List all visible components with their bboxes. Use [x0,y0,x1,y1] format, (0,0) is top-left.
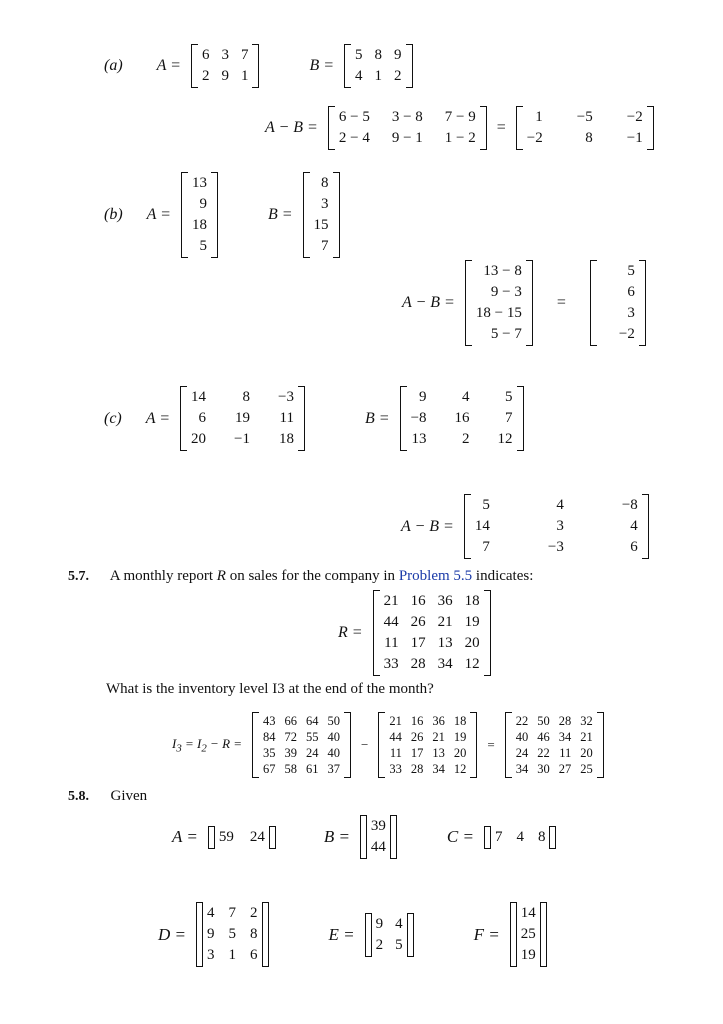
matrix-grid [380,590,484,676]
matrix-cell: 6 [627,284,635,300]
matrix-cell: 5 [627,263,635,279]
matrix-cell: 25 [580,762,593,776]
bracket-right [333,172,340,258]
matrix-given-B [360,815,397,859]
matrix-cell: 7 [321,238,329,254]
matrix-cell: 37 [327,762,341,776]
part-c-difference [401,494,649,559]
matrix-cell: 21 [432,730,445,744]
matrix-given-C [484,826,557,849]
matrix-cell: −2 [626,109,643,125]
statement-var-R: R [216,568,226,584]
part-a-difference [265,106,654,150]
matrix-a-expr [328,106,487,150]
matrix-cell: 6 [198,410,207,426]
inventory-question: What is the inventory level I3 at the end of the month? [106,681,434,697]
matrix-grid [512,712,597,778]
minus-sign: − [361,737,369,752]
matrix-grid [517,902,540,967]
matrix-cell: 19 [453,730,467,744]
matrix-cell: 4 [462,389,470,405]
matrix-a-A [191,44,260,88]
matrix-c-B [400,386,524,451]
matrix-cell: 14 [474,518,490,534]
matrix-cell: 20 [453,746,467,760]
matrix-grid [198,44,253,88]
matrix-cell: 13 − 8 [483,263,522,279]
bracket-left [196,902,203,967]
matrix-grid [259,712,344,778]
bracket-right [298,386,305,451]
matrix-cell: 8 [585,130,593,146]
matrix-grid [203,902,262,967]
matrix-given-A [208,826,276,849]
problem-5-8-statement [68,788,147,805]
expr-a-minus-b: A − B = [401,517,454,535]
matrix-cell: 9 [221,68,229,84]
matrix-cell: 13 [191,175,207,191]
matrix-cell: 4 [556,497,564,513]
matrix-b-result [590,260,646,346]
matrix-cell: 61 [306,762,319,776]
matrix-b-B [303,172,340,258]
problem-5-7-statement [68,568,533,585]
bracket-left [328,106,335,150]
matrix-cell: 9 − 1 [391,130,423,146]
matrix-cell: 67 [263,762,276,776]
equals-sign: = [496,119,506,136]
part-b-definitions [104,172,340,258]
equals-sign: = [556,294,566,311]
matrix-given-F [510,902,547,967]
matrix-cell: 20 [191,431,207,447]
matrix-given-E [365,913,414,957]
matrix-cell: 28 [558,714,572,728]
matrix-cell: 6 [630,539,638,555]
part-a-definitions [104,44,413,88]
matrix-cell: 34 [558,730,572,744]
bracket-left [590,260,597,346]
matrix-cell: 2 [201,68,210,84]
matrix-cell: 8 [374,47,383,63]
matrix-cell: 4 [516,828,524,845]
bracket-left [181,172,188,258]
var-D: D = [158,924,186,944]
bracket-right [406,44,413,88]
matrix-cell: 7 [228,905,236,921]
matrix-cell: 7 [240,47,249,63]
expr-a-minus-b: A − B = [265,119,318,136]
var-B: B = [267,206,293,223]
matrix-cell: 1 [228,947,236,963]
matrix-cell: 46 [537,730,550,744]
matrix-cell: 9 [207,926,215,942]
matrix-cell: 5 [228,926,236,942]
matrix-cell: 39 [370,818,386,834]
matrix-cell: 22 [537,746,550,760]
var-E: E = [328,924,355,944]
problem-number: 5.8. [68,789,89,804]
matrix-cell: 72 [284,730,298,744]
matrix-cell: 9 [375,915,384,932]
matrix-cell: 8 [242,389,251,405]
matrix-cell: 59 [218,828,234,845]
matrix-cell: 44 [389,730,402,744]
matrix-cell: 3 [556,518,564,534]
matrix-cell: 5 [482,497,490,513]
bracket-right [517,386,524,451]
matrix-grid [372,913,407,957]
matrix-cell: 40 [327,730,341,744]
statement-text-3: indicates: [472,568,534,584]
var-R: R = [338,624,363,641]
matrix-cell: 4 [207,905,215,921]
matrix-cell: 2 − 4 [338,130,370,146]
matrix-cell: 6 [201,47,210,63]
matrix-cell: 17 [410,635,426,651]
matrix-cell: −1 [234,431,251,447]
matrix-cell: −3 [278,389,294,405]
bracket-left [505,712,512,778]
matrix-cell: 11 [559,746,572,760]
matrix-cell: 8 [250,926,258,942]
matrix-cell: 4 [355,68,363,84]
bracket-right [597,712,604,778]
matrix-cell: 35 [263,746,276,760]
matrix-cell: 1 − 2 [444,130,476,146]
var-F: F = [473,924,500,944]
matrix-R [373,590,491,676]
part-a-label: (a) [104,57,123,74]
matrix-cell: 64 [306,714,319,728]
matrix-I2 [252,712,351,778]
bracket-left [510,902,517,967]
bracket-right [262,902,269,967]
inventory-computation [172,712,604,778]
matrix-cell: 27 [558,762,572,776]
part-b-label: (b) [104,206,123,223]
matrix-cell: 2 [375,936,384,953]
part-c-label: (c) [104,409,122,427]
var-A: A = [156,57,181,74]
matrix-cell: 5 [355,47,363,63]
bracket-right [470,712,477,778]
matrix-cell: 32 [580,714,593,728]
matrix-cell: 16 [410,714,424,728]
bracket-left [208,826,215,849]
problem-number: 5.7. [68,569,89,584]
bracket-left [360,815,367,859]
matrix-grid [310,172,333,258]
matrix-cell: 26 [410,614,426,630]
matrix-grid [351,44,406,88]
matrix-a-B [344,44,413,88]
matrix-cell: 5 [505,389,513,405]
problem-5-5-link[interactable]: Problem 5.5 [398,568,473,584]
bracket-left [400,386,407,451]
matrix-cell: 7 [505,410,513,426]
matrix-cell: 18 [278,431,294,447]
matrix-cell: 15 [313,217,329,233]
matrix-cell: 1 [240,68,249,84]
bracket-right [549,826,556,849]
bracket-right [526,260,533,346]
matrix-grid [187,386,298,451]
equals-sign: = [487,737,495,752]
var-A: A = [172,827,198,846]
matrix-cell: −8 [621,497,638,513]
bracket-right [480,106,487,150]
matrix-cell: 24 [515,746,529,760]
matrix-cell: 34 [432,762,445,776]
matrix-cell: 6 − 5 [338,109,370,125]
bracket-left [303,172,310,258]
matrix-cell: 14 [191,389,207,405]
bracket-left [191,44,198,88]
bracket-left [373,590,380,676]
var-B: B = [323,827,350,846]
matrix-given-D [196,902,269,967]
matrix-c-result [464,494,649,559]
matrix-grid [407,386,517,451]
matrix-grid [491,826,550,849]
matrix-cell: 36 [437,593,453,609]
matrix-a-result [516,106,654,150]
matrix-cell: 2 [250,905,258,921]
matrix-cell: 21 [580,730,593,744]
matrix-cell: 2 [462,431,470,447]
matrix-R-repeat [378,712,477,778]
matrix-cell: 13 [432,746,445,760]
matrix-cell: 1 [535,109,543,125]
matrix-cell: 7 [482,539,490,555]
matrix-cell: 3 [207,947,215,963]
matrix-cell: 24 [249,828,265,845]
expr-I3: $I_3 = I_2 - R$ = [172,735,243,755]
bracket-left [365,913,372,957]
given-ABC [172,815,556,859]
bracket-right [269,826,276,849]
matrix-grid [471,494,642,559]
matrix-cell: 3 [321,196,329,212]
statement-text-1: A monthly report [109,568,217,584]
matrix-cell: −2 [618,326,635,342]
matrix-cell: 5 − 7 [490,326,522,342]
var-A: A = [146,206,171,223]
matrix-cell: 22 [515,714,529,728]
bracket-right [639,260,646,346]
matrix-c-A [180,386,305,451]
matrix-cell: 34 [437,656,453,672]
matrix-cell: 9 [394,47,402,63]
matrix-cell: 14 [520,905,536,921]
matrix-cell: 13 [411,431,427,447]
matrix-cell: 40 [515,730,529,744]
given-text: Given [110,788,148,804]
bracket-right [344,712,351,778]
matrix-cell: 21 [389,714,402,728]
bracket-left [378,712,385,778]
matrix-cell: 25 [520,926,536,942]
matrix-grid [215,826,269,849]
expr-a-minus-b: A − B = [402,294,455,311]
bracket-left [464,494,471,559]
matrix-cell: 33 [383,656,399,672]
given-DEF [158,902,547,967]
matrix-cell: 44 [383,614,399,630]
matrix-cell: 33 [389,762,402,776]
matrix-cell: 18 [453,714,467,728]
matrix-cell: −1 [626,130,643,146]
matrix-cell: 11 [279,410,294,426]
matrix-cell: 3 − 8 [391,109,423,125]
matrix-grid [597,260,639,346]
matrix-cell: 28 [410,656,426,672]
var-C: C = [446,827,474,846]
matrix-grid [523,106,647,150]
bracket-right [484,590,491,676]
matrix-grid [335,106,480,150]
var-B: B = [309,57,335,74]
matrix-cell: 19 [464,614,480,630]
matrix-cell: 12 [453,762,467,776]
matrix-cell: 21 [437,614,453,630]
matrix-cell: 12 [464,656,480,672]
bracket-left [344,44,351,88]
matrix-cell: 7 [494,828,503,845]
matrix-cell: 34 [515,762,529,776]
matrix-cell: −3 [547,539,564,555]
matrix-grid [385,712,470,778]
matrix-cell: 18 [464,593,480,609]
bracket-right [252,44,259,88]
bracket-left [484,826,491,849]
matrix-cell: 55 [306,730,319,744]
matrix-cell: 40 [327,746,341,760]
bracket-right [390,815,397,859]
bracket-right [647,106,654,150]
matrix-b-A [181,172,218,258]
matrix-cell: 9 [199,196,207,212]
matrix-cell: 30 [537,762,550,776]
matrix-cell: 7 − 9 [444,109,476,125]
matrix-cell: 50 [327,714,341,728]
matrix-cell: 18 [191,217,207,233]
matrix-cell: 36 [432,714,445,728]
matrix-cell: 6 [250,947,258,963]
matrix-cell: 3 [221,47,229,63]
matrix-cell: 9 [419,389,427,405]
matrix-cell: 66 [284,714,298,728]
part-b-difference [402,260,646,346]
matrix-cell: 5 [199,238,207,254]
matrix-cell: 26 [410,730,424,744]
bracket-right [211,172,218,258]
matrix-cell: 19 [235,410,251,426]
var-A: A = [145,409,171,427]
matrix-cell: 50 [537,714,550,728]
matrix-cell: −8 [410,410,427,426]
matrix-cell: 2 [394,68,402,84]
var-B: B = [364,409,390,427]
matrix-cell: 8 [321,175,329,191]
bracket-left [180,386,187,451]
bracket-left [465,260,472,346]
matrix-cell: 58 [284,762,298,776]
statement-text-2: on sales for the company in [225,568,399,584]
matrix-cell: 11 [384,635,399,651]
matrix-cell: 20 [580,746,593,760]
matrix-cell: 17 [410,746,424,760]
report-R-definition [338,590,491,676]
matrix-cell: 9 − 3 [490,284,522,300]
matrix-cell: 28 [410,762,424,776]
bracket-left [516,106,523,150]
matrix-grid [472,260,526,346]
matrix-I3 [505,712,604,778]
matrix-cell: 4 [630,518,638,534]
matrix-cell: 12 [497,431,513,447]
matrix-cell: 43 [263,714,276,728]
matrix-cell: 84 [263,730,276,744]
bracket-right [642,494,649,559]
matrix-b-expr [465,260,533,346]
matrix-grid [367,815,390,859]
matrix-cell: −2 [526,130,543,146]
bracket-right [540,902,547,967]
matrix-cell: 19 [520,947,536,963]
matrix-cell: 11 [389,746,402,760]
matrix-cell: 21 [383,593,399,609]
matrix-cell: 4 [395,915,403,932]
matrix-cell: 8 [537,828,546,845]
matrix-cell: 5 [395,936,403,953]
matrix-cell: 44 [370,839,386,855]
matrix-cell: 20 [464,635,480,651]
matrix-cell: 1 [374,68,383,84]
matrix-cell: 24 [306,746,319,760]
matrix-grid [188,172,211,258]
part-c-definitions [104,386,524,451]
matrix-cell: 16 [454,410,470,426]
matrix-cell: 16 [410,593,426,609]
matrix-cell: 13 [437,635,453,651]
matrix-cell: 39 [284,746,298,760]
matrix-cell: 18 − 15 [475,305,522,321]
bracket-right [407,913,414,957]
matrix-cell: −5 [576,109,593,125]
bracket-left [252,712,259,778]
matrix-cell: 3 [627,305,635,321]
